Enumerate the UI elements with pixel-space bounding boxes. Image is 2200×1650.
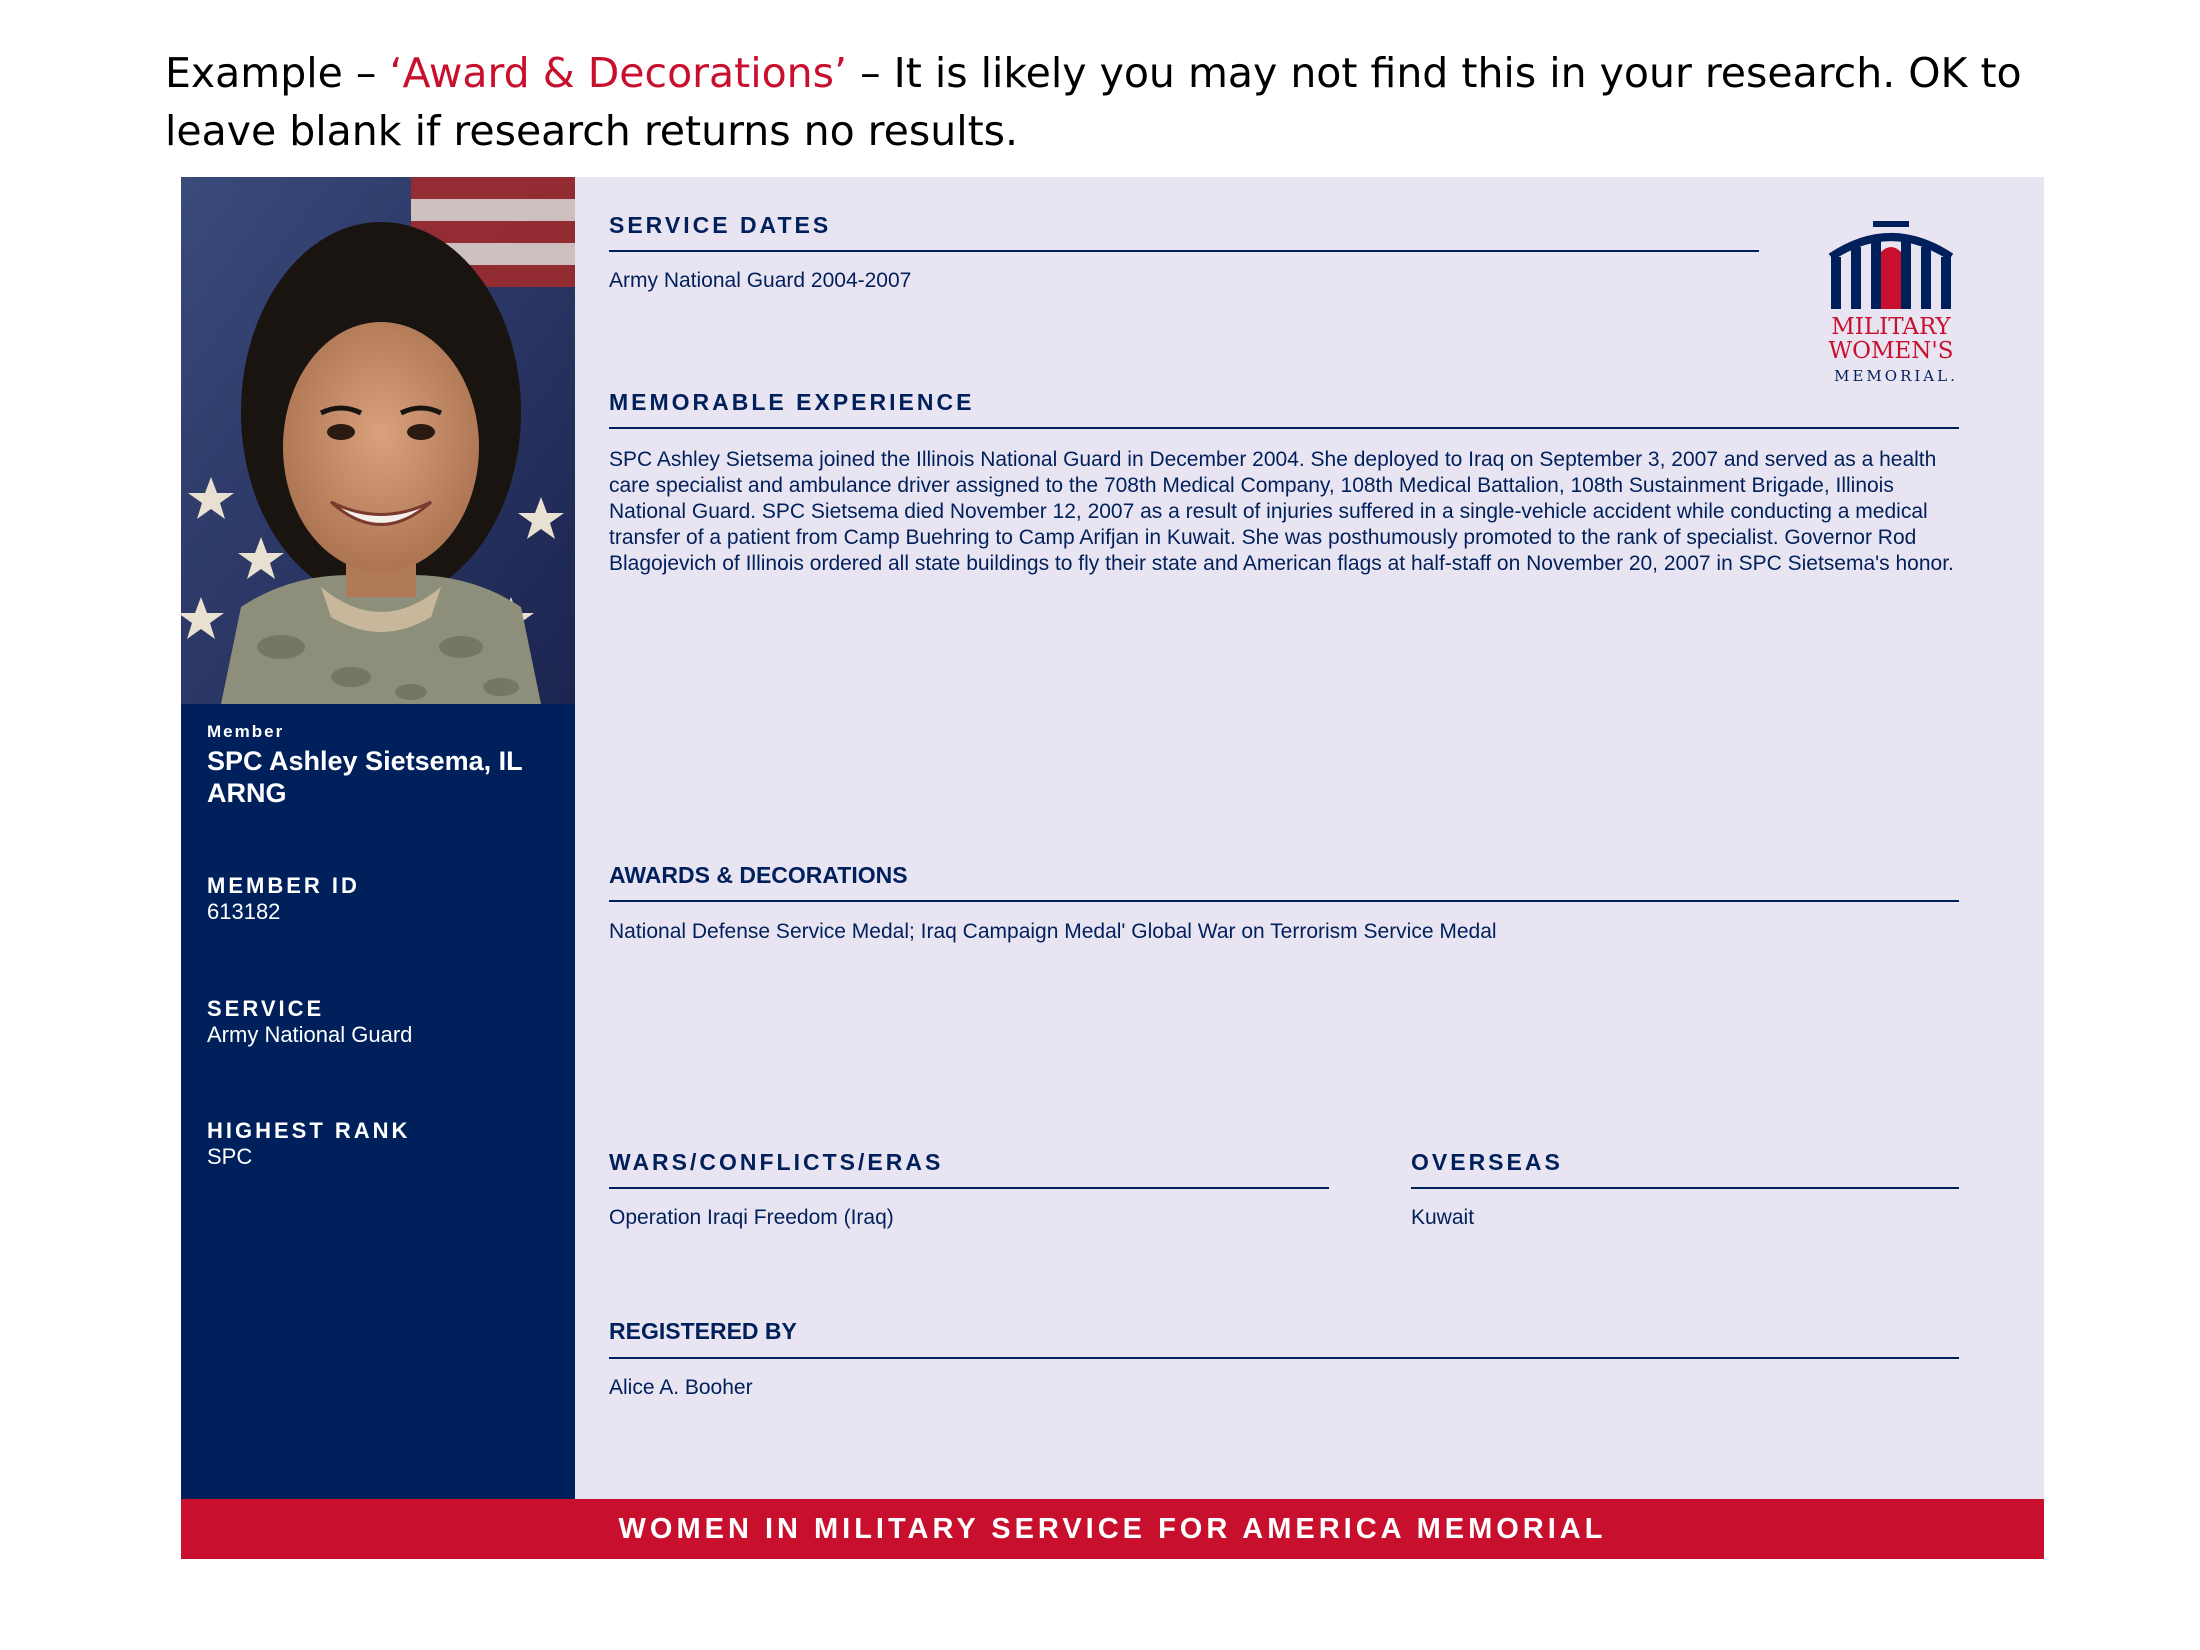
registered-by-value: Alice A. Booher (609, 1376, 753, 1399)
highest-rank-value: SPC (207, 1144, 253, 1169)
member-label: Member (207, 722, 285, 741)
highest-rank-label: HIGHEST RANK (207, 1118, 411, 1143)
logo-line-2: WOMEN'S (1828, 338, 1954, 364)
wars-value: Operation Iraqi Freedom (Iraq) (609, 1206, 894, 1229)
memorial-logo (1821, 217, 1971, 385)
wars-rule (609, 1187, 1329, 1189)
member-sidebar (181, 177, 575, 1499)
caption-prefix: Example – (165, 49, 390, 97)
instruction-caption (165, 44, 2125, 160)
awards-value: National Defense Service Medal; Iraq Campaign Medal' Global War on Terrorism Service Medal (609, 920, 1497, 943)
member-id-value: 613182 (207, 899, 281, 924)
service-dates-value: Army National Guard 2004-2007 (609, 269, 912, 292)
logo-line-1: MILITARY (1831, 314, 1951, 340)
memorable-experience-heading: MEMORABLE EXPERIENCE (609, 389, 975, 415)
memorial-card (181, 177, 2044, 1559)
overseas-heading: OVERSEAS (1411, 1149, 1563, 1175)
member-name: SPC Ashley Sietsema, IL ARNG (207, 746, 523, 808)
service-label: SERVICE (207, 996, 325, 1021)
footer-banner: WOMEN IN MILITARY SERVICE FOR AMERICA MEMORIAL (181, 1499, 2044, 1559)
awards-heading: AWARDS & DECORATIONS (609, 862, 908, 888)
memorable-experience-text: SPC Ashley Sietsema joined the Illinois National Guard in December 2004. She deployed to Iraq on September 3, 2007 and served as a health care specialist and ambulance driver assigned to the 708th Medical Company, 108th Medical Battalion, 108th Sustainment Brigade, Illinois National Guard. SPC Sietsema died November 12, 2007 as a result of injuries suffered in a single-vehicle accident while conducting a medical transfer of a patient from Camp Buehring to Camp Arifjan in Kuwait. She was posthumously promoted to the rank of specialist. Governor Rod Blagojevich of Illinois ordered all state buildings to fly their state and American flags at half-staff on November 20, 2007 in SPC Sietsema's honor. (609, 448, 1954, 575)
registered-by-heading: REGISTERED BY (609, 1318, 797, 1344)
registered-by-rule (609, 1357, 1959, 1359)
caption-suffix: – It is likely you may not find this in your research. OK to leave blank if research returns no results. (165, 49, 2022, 155)
memorable-experience-rule (609, 427, 1959, 429)
service-dates-rule (609, 250, 1759, 252)
overseas-value: Kuwait (1411, 1206, 1475, 1229)
logo-line-3: MEMORIAL. (1834, 367, 1958, 385)
member-photo (181, 177, 575, 704)
wars-heading: WARS/CONFLICTS/ERAS (609, 1149, 944, 1175)
member-id-label: MEMBER ID (207, 873, 360, 898)
awards-rule (609, 900, 1959, 902)
memorial-building-icon (1821, 217, 1961, 312)
caption-highlight: ‘Award & Decorations’ (389, 49, 848, 97)
service-value: Army National Guard (207, 1022, 413, 1047)
overseas-rule (1411, 1187, 1959, 1189)
service-dates-heading: SERVICE DATES (609, 212, 832, 238)
